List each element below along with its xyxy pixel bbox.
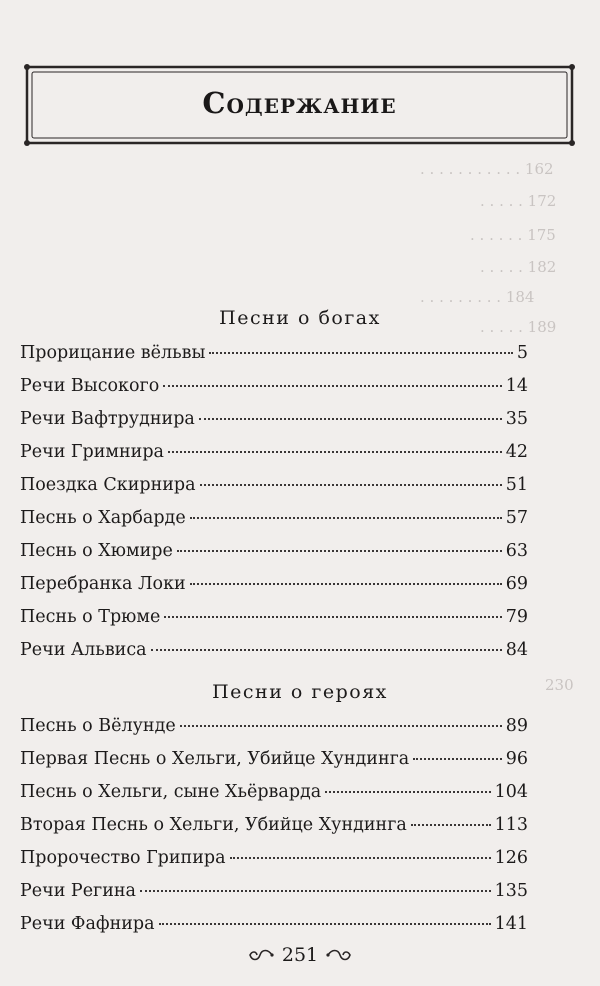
toc-entry[interactable] <box>20 815 528 841</box>
toc-entry[interactable] <box>20 376 528 402</box>
toc-entry-title: Вторая Песнь о Хельги, Убийце Хундинга <box>20 815 407 835</box>
section-title-gods: Песни о богах <box>219 307 381 329</box>
toc-entry-page: 96 <box>505 749 528 769</box>
dot-leader <box>199 418 502 420</box>
dot-leader <box>151 649 502 651</box>
toc-entry-page: 57 <box>505 508 528 528</box>
ornament-right-icon <box>326 947 352 963</box>
toc-entry[interactable] <box>20 782 528 808</box>
dot-leader <box>180 725 502 727</box>
toc-entry[interactable] <box>20 343 528 369</box>
toc-entry-title: Песнь о Хюмире <box>20 541 173 561</box>
toc-entry-page: 104 <box>494 782 528 802</box>
dot-leader <box>140 890 491 892</box>
toc-entry-title: Речи Вафтруднира <box>20 409 195 429</box>
toc-entry-page: 89 <box>505 716 528 736</box>
toc-entry-page: 63 <box>505 541 528 561</box>
ornament-left-icon <box>248 947 274 963</box>
toc-entry-title: Пророчество Грипира <box>20 848 226 868</box>
dot-leader <box>325 791 490 793</box>
toc-entry[interactable] <box>20 848 528 874</box>
dot-leader <box>168 451 502 453</box>
toc-entry[interactable] <box>20 881 528 907</box>
toc-entry[interactable] <box>20 716 528 742</box>
toc-entry-title: Перебранка Локи <box>20 574 186 594</box>
toc-entry[interactable] <box>20 508 528 534</box>
toc-entry-page: 42 <box>505 442 528 462</box>
toc-entry-title: Первая Песнь о Хельги, Убийце Хундинга <box>20 749 410 769</box>
toc-entry-page: 113 <box>494 815 528 835</box>
toc-entry-page: 5 <box>516 343 528 363</box>
toc-entry-title: Речи Гримнира <box>20 442 164 462</box>
toc-entry[interactable] <box>20 541 528 567</box>
toc-entry-title: Песнь о Трюме <box>20 607 161 627</box>
toc-entry-page: 51 <box>505 475 528 495</box>
book-page: . . . . . . . . . . . 162 . . . . . 172 . . . . . . 175 . . . . . 182 . . . . . . . . . 184 . . . . . 189 230 Содержание Песни о богах Прорицание вёльвы 5 Речи Высокого 14 Речи Вафтруднира 35 Речи Гримнира 42 Поездка Скирнира 51 Песнь о Харбарде 57 Песнь о Хюмире 63 Перебранка Локи 69 Песнь о Трюме 79 Речи Альвиса 84 Песни о героях Песнь о Вёлунде 89 Первая Песнь о Хельги, Убийце Хундинга 96 Песнь о Хельги, сыне Хьёрварда 104 Вторая Песнь о Хельги, Убийце Хундинга 113 Пророчество Грипира 126 Речи Регина 135 Речи Фафнира 141 251 <box>0 0 600 986</box>
toc-entry[interactable] <box>20 442 528 468</box>
dot-leader <box>230 857 491 859</box>
toc-entry[interactable] <box>20 574 528 600</box>
toc-entry-page: 141 <box>494 914 528 934</box>
toc-entry-page: 69 <box>505 574 528 594</box>
dot-leader <box>190 517 502 519</box>
toc-entry-page: 35 <box>505 409 528 429</box>
toc-entry-title: Прорицание вёльвы <box>20 343 206 363</box>
toc-entry-title: Песнь о Вёлунде <box>20 716 176 736</box>
toc-entry-title: Речи Регина <box>20 881 136 901</box>
toc-entry[interactable] <box>20 749 528 775</box>
title-frame <box>24 64 575 146</box>
page-footer <box>0 940 600 970</box>
toc-entry-page: 126 <box>494 848 528 868</box>
dot-leader <box>177 550 502 552</box>
dot-leader <box>159 923 491 925</box>
toc-entry[interactable] <box>20 475 528 501</box>
dot-leader <box>209 352 512 354</box>
toc-entry[interactable] <box>20 607 528 633</box>
dot-leader <box>164 616 501 618</box>
toc-entry[interactable] <box>20 640 528 666</box>
page-title: Содержание <box>202 86 397 120</box>
toc-entry-title: Речи Высокого <box>20 376 160 396</box>
toc-entry-page: 79 <box>505 607 528 627</box>
toc-entry[interactable] <box>20 409 528 435</box>
toc-entry-title: Песнь о Харбарде <box>20 508 186 528</box>
dot-leader <box>413 758 502 760</box>
section-title-heroes: Песни о героях <box>212 681 388 703</box>
toc-entry-page: 14 <box>505 376 528 396</box>
toc-entry-page: 135 <box>494 881 528 901</box>
dot-leader <box>411 824 491 826</box>
toc-entry[interactable] <box>20 914 528 940</box>
dot-leader <box>190 583 502 585</box>
toc-entry-title: Песнь о Хельги, сыне Хьёрварда <box>20 782 322 802</box>
dot-leader <box>200 484 502 486</box>
toc-entry-title: Речи Фафнира <box>20 914 155 934</box>
toc-entry-title: Поездка Скирнира <box>20 475 196 495</box>
dot-leader <box>163 385 501 387</box>
toc-entry-title: Речи Альвиса <box>20 640 147 660</box>
toc-entry-page: 84 <box>505 640 528 660</box>
page-number: 251 <box>281 944 319 966</box>
